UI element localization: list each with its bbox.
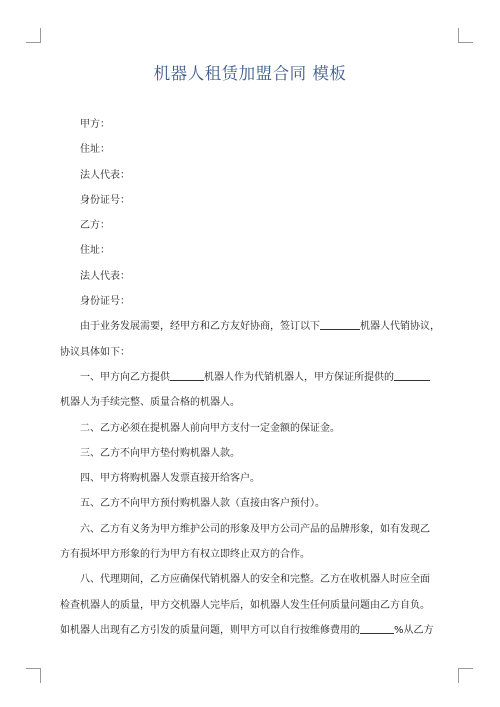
crop-mark-top-right bbox=[458, 28, 473, 43]
clause-1 bbox=[60, 365, 450, 390]
clause-6: 六、乙方有义务为甲方维护公司的形象及甲方公司产品的品牌形象，如有发现乙 bbox=[80, 523, 430, 535]
party-a-label: 甲方： bbox=[80, 119, 110, 130]
fill-blank bbox=[394, 369, 430, 381]
clause-3: 三、乙方不向甲方垫付购机器人款。 bbox=[80, 447, 240, 459]
clause-8: 八、代理期间，乙方应确保代销机器人的安全和完整。乙方在收机器人时应全面 bbox=[80, 574, 430, 586]
intro-text-1: 由于业务发展需要，经甲方和乙方友好协商，签订以下 bbox=[80, 321, 320, 333]
party-a-address: 住址： bbox=[80, 144, 110, 156]
party-a-legal-rep: 法人代表： bbox=[80, 169, 130, 181]
clause-8-line-2: 检查机器人的质量，甲方交机器人完毕后，如机器人发生任何质量问题由乙方自负。 bbox=[60, 599, 430, 611]
clause-1-text-2: 机器人作为代销机器人，甲方保证所提供的 bbox=[204, 371, 394, 383]
fill-blank bbox=[170, 369, 204, 381]
crop-mark-top-left bbox=[26, 28, 41, 43]
intro-text-2: 机器人代销协议， bbox=[360, 321, 440, 333]
crop-mark-bottom-right bbox=[458, 668, 473, 683]
party-b-legal-rep: 法人代表： bbox=[80, 270, 130, 282]
clause-5: 五、乙方不向甲方预付购机器人款（直接由客户预付）。 bbox=[80, 498, 325, 510]
party-a-id: 身份证号： bbox=[80, 194, 130, 206]
clause-4: 四、甲方将购机器人发票直接开给客户。 bbox=[80, 473, 260, 485]
clause-8-text-2: %从乙方 bbox=[394, 624, 434, 636]
intro-paragraph bbox=[60, 314, 450, 339]
clause-6-line-2: 方有损坏甲方形象的行为甲方有权立即终止双方的合作。 bbox=[60, 549, 310, 561]
document-title: 机器人租赁加盟合同 模板 bbox=[153, 64, 347, 83]
clause-8-text-1: 如机器人出现有乙方引发的质量问题，则甲方可以自行按维修费用的 bbox=[60, 624, 360, 636]
fill-blank bbox=[320, 318, 360, 330]
party-b-address: 住址： bbox=[80, 245, 110, 257]
clause-1-text-1: 一、甲方向乙方提供 bbox=[80, 371, 170, 383]
clause-2: 二、乙方必须在提机器人前向甲方支付一定金额的保证金。 bbox=[80, 422, 340, 434]
crop-mark-bottom-left bbox=[26, 668, 41, 683]
clause-8-line-3 bbox=[60, 618, 450, 643]
party-b-label: 乙方： bbox=[80, 220, 110, 232]
party-b-id: 身份证号： bbox=[80, 296, 130, 308]
document-body bbox=[60, 112, 450, 643]
intro-line-2: 协议具体如下： bbox=[60, 346, 130, 358]
fill-blank bbox=[360, 622, 394, 634]
clause-1-line-2: 机器人为手续完整、质量合格的机器人。 bbox=[60, 397, 240, 409]
